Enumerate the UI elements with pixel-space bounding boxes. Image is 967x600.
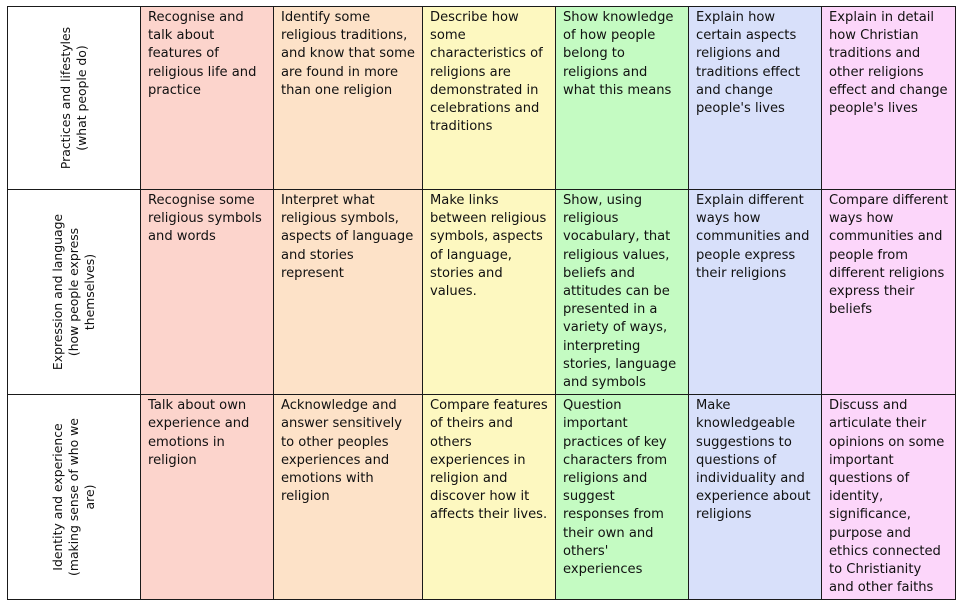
table-cell: Show knowledge of how people belong to religions and what this means	[556, 7, 689, 190]
row-heading-expression	[8, 190, 141, 395]
table-cell: Explain how certain aspects religions and traditions effect and change people's lives	[689, 7, 822, 190]
table-cell: Compare different ways how communities and people from different religions express their beliefs	[822, 190, 956, 395]
table-cell: Discuss and articulate their opinions on some important questions of identity, significance, purpose and ethics connected to Christianity and other faiths	[822, 395, 956, 600]
table-row-practices	[8, 7, 956, 190]
row-heading-subtitle: (what people do)	[74, 45, 89, 151]
table-cell: Show, using religious vocabulary, that religious values, beliefs and attitudes can be presented in a variety of ways, interpreting stories, language and symbols	[556, 190, 689, 395]
table-cell: Talk about own experience and emotions in religion	[141, 395, 274, 600]
row-heading-label	[50, 409, 98, 585]
table-cell: Explain different ways how communities and people express their religions	[689, 190, 822, 395]
row-heading-subtitle: (making sense of who we are)	[66, 418, 97, 577]
row-heading-practices	[8, 7, 141, 190]
table-row-expression	[8, 190, 956, 395]
table-cell: Recognise some religious symbols and words	[141, 190, 274, 395]
table-cell: Identify some religious traditions, and know that some are found in more than one religion	[274, 7, 423, 190]
table-cell: Make links between religious symbols, aspects of language, stories and values.	[423, 190, 556, 395]
row-heading-title: Practices and lifestyles	[58, 26, 73, 170]
table-cell: Explain in detail how Christian traditions and other religions effect and change people's lives	[822, 7, 956, 190]
table-cell: Make knowledgeable suggestions to questions of individuality and experience about religions	[689, 395, 822, 600]
table-cell: Question important practices of key characters from religions and suggest responses from their own and others' experiences	[556, 395, 689, 600]
row-heading-label	[58, 13, 90, 183]
row-heading-title: Expression and language	[50, 214, 65, 371]
table-cell: Describe how some characteristics of religions are demonstrated in celebrations and traditions	[423, 7, 556, 190]
row-heading-subtitle: (how people express themselves)	[66, 227, 97, 357]
table-cell: Compare features of theirs and others experiences in religion and discover how it affects their lives.	[423, 395, 556, 600]
table-cell: Interpret what religious symbols, aspects of language and stories represent	[274, 190, 423, 395]
row-heading-title: Identity and experience	[50, 423, 65, 572]
table-cell: Recognise and talk about features of religious life and practice	[141, 7, 274, 190]
row-heading-identity	[8, 395, 141, 600]
row-heading-label	[50, 199, 98, 385]
table-cell: Acknowledge and answer sensitively to other peoples experiences and emotions with religion	[274, 395, 423, 600]
religious-education-progression-table	[7, 6, 956, 600]
table-row-identity	[8, 395, 956, 600]
